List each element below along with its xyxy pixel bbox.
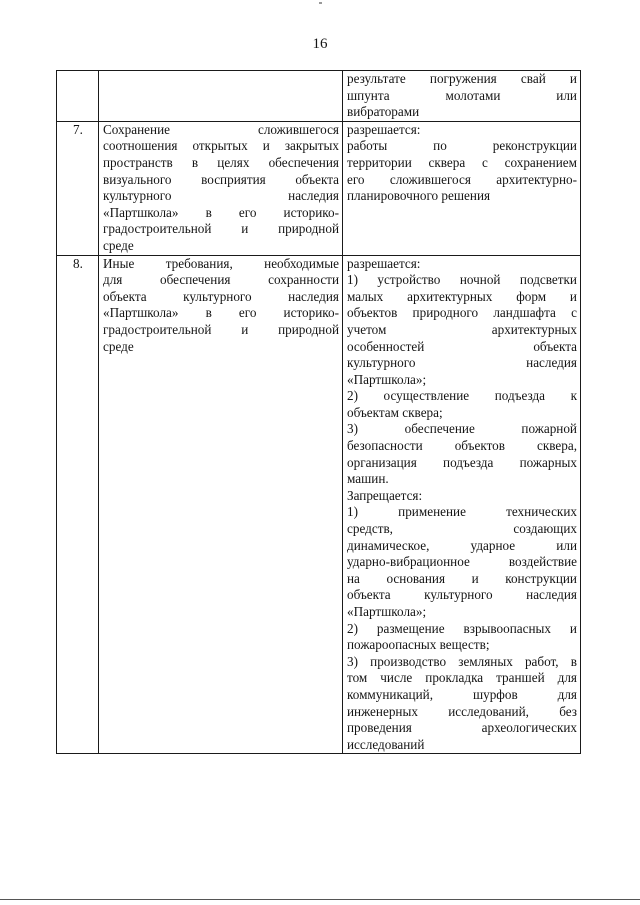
text-line: культурного наследия <box>103 188 339 204</box>
text-line: средств, создающих <box>347 521 577 537</box>
text-line: ударно-вибрационное воздействие <box>347 554 577 570</box>
text-line: 1) применение технических <box>347 504 577 520</box>
text-line: 3) обеспечение пожарной <box>347 421 577 437</box>
text-line: «Партшкола» в его историко- <box>103 204 339 220</box>
text-line: разрешается: <box>347 121 421 137</box>
bottom-rule <box>0 899 640 900</box>
text-line: планировочного решения <box>347 188 491 204</box>
text-line: «Партшкола» в его историко- <box>103 305 339 321</box>
text-line: работы по реконструкции <box>347 138 577 154</box>
text-line: вибраторами <box>347 104 420 120</box>
text-line: том числе прокладка траншей для <box>347 670 577 686</box>
text-line: среде <box>103 237 134 253</box>
page-number: 16 <box>312 36 328 52</box>
text-line: объекта культурного наследия <box>103 288 339 304</box>
text-line: культурного наследия <box>347 355 577 371</box>
text-line: безопасности объектов сквера, <box>347 438 577 454</box>
row-number: 7. <box>57 121 99 255</box>
text-line: градостроительной и природной <box>103 221 339 237</box>
text-line: Иные требования, необходимые <box>103 255 339 271</box>
text-line: машин. <box>347 471 389 487</box>
scan-mark <box>319 2 322 4</box>
table-row-continuation <box>57 71 581 122</box>
text-line: визуального восприятия объекта <box>103 171 339 187</box>
text-line: исследований <box>347 736 425 752</box>
text-line: градостроительной и природной <box>103 321 339 337</box>
text-line: соотношения открытых и закрытых <box>103 138 339 154</box>
row-number <box>57 71 99 122</box>
text-line: объектов природного ландшафта с <box>347 305 577 321</box>
value-cell <box>343 71 581 122</box>
text-line: коммуникаций, шурфов для <box>347 686 577 702</box>
text-line: организация подъезда пожарных <box>347 454 577 470</box>
text-line: «Партшкола»; <box>347 371 427 387</box>
text-line: проведения археологических <box>347 720 577 736</box>
text-line: объекта культурного наследия <box>347 587 577 603</box>
text-line: на основания и конструкции <box>347 570 577 586</box>
table-row-8 <box>57 255 581 754</box>
requirement-cell <box>99 255 343 754</box>
text-line: 1) устройство ночной подсветки <box>347 272 577 288</box>
text-line: среде <box>103 338 134 354</box>
text-line: территории сквера с сохранением <box>347 154 577 170</box>
text-line: Запрещается: <box>347 487 423 503</box>
text-line: 2) размещение взрывоопасных и <box>347 620 577 636</box>
text-line: для обеспечения сохранности <box>103 272 339 288</box>
text-line: разрешается: <box>347 255 421 271</box>
text-line: динамическое, ударное или <box>347 537 577 553</box>
text-line: учетом архитектурных <box>347 321 577 337</box>
text-line: результате погружения свай и <box>347 71 577 86</box>
requirement-cell <box>99 71 343 122</box>
text-line: малых архитектурных форм и <box>347 288 577 304</box>
text-line: 3) производство земляных работ, в <box>347 653 577 669</box>
row-number: 8. <box>57 255 99 754</box>
text-line: «Партшкола»; <box>347 604 427 619</box>
text-line: особенностей объекта <box>347 338 577 354</box>
value-cell <box>343 121 581 255</box>
text-line: 2) осуществление подъезда к <box>347 388 577 404</box>
text-line: пространств в целях обеспечения <box>103 154 339 170</box>
table-body <box>57 71 581 754</box>
regulations-table <box>56 70 581 754</box>
text-line: инженерных исследований, без <box>347 703 577 719</box>
text-line: пожароопасных веществ; <box>347 637 490 653</box>
text-line: его сложившегося архитектурно- <box>347 171 577 187</box>
table-row-7 <box>57 121 581 255</box>
text-line: шпунта молотами или <box>347 87 577 103</box>
text-line: Сохранение сложившегося <box>103 121 339 137</box>
text-line: объектам сквера; <box>347 404 443 420</box>
value-cell <box>343 255 581 754</box>
requirement-cell <box>99 121 343 255</box>
